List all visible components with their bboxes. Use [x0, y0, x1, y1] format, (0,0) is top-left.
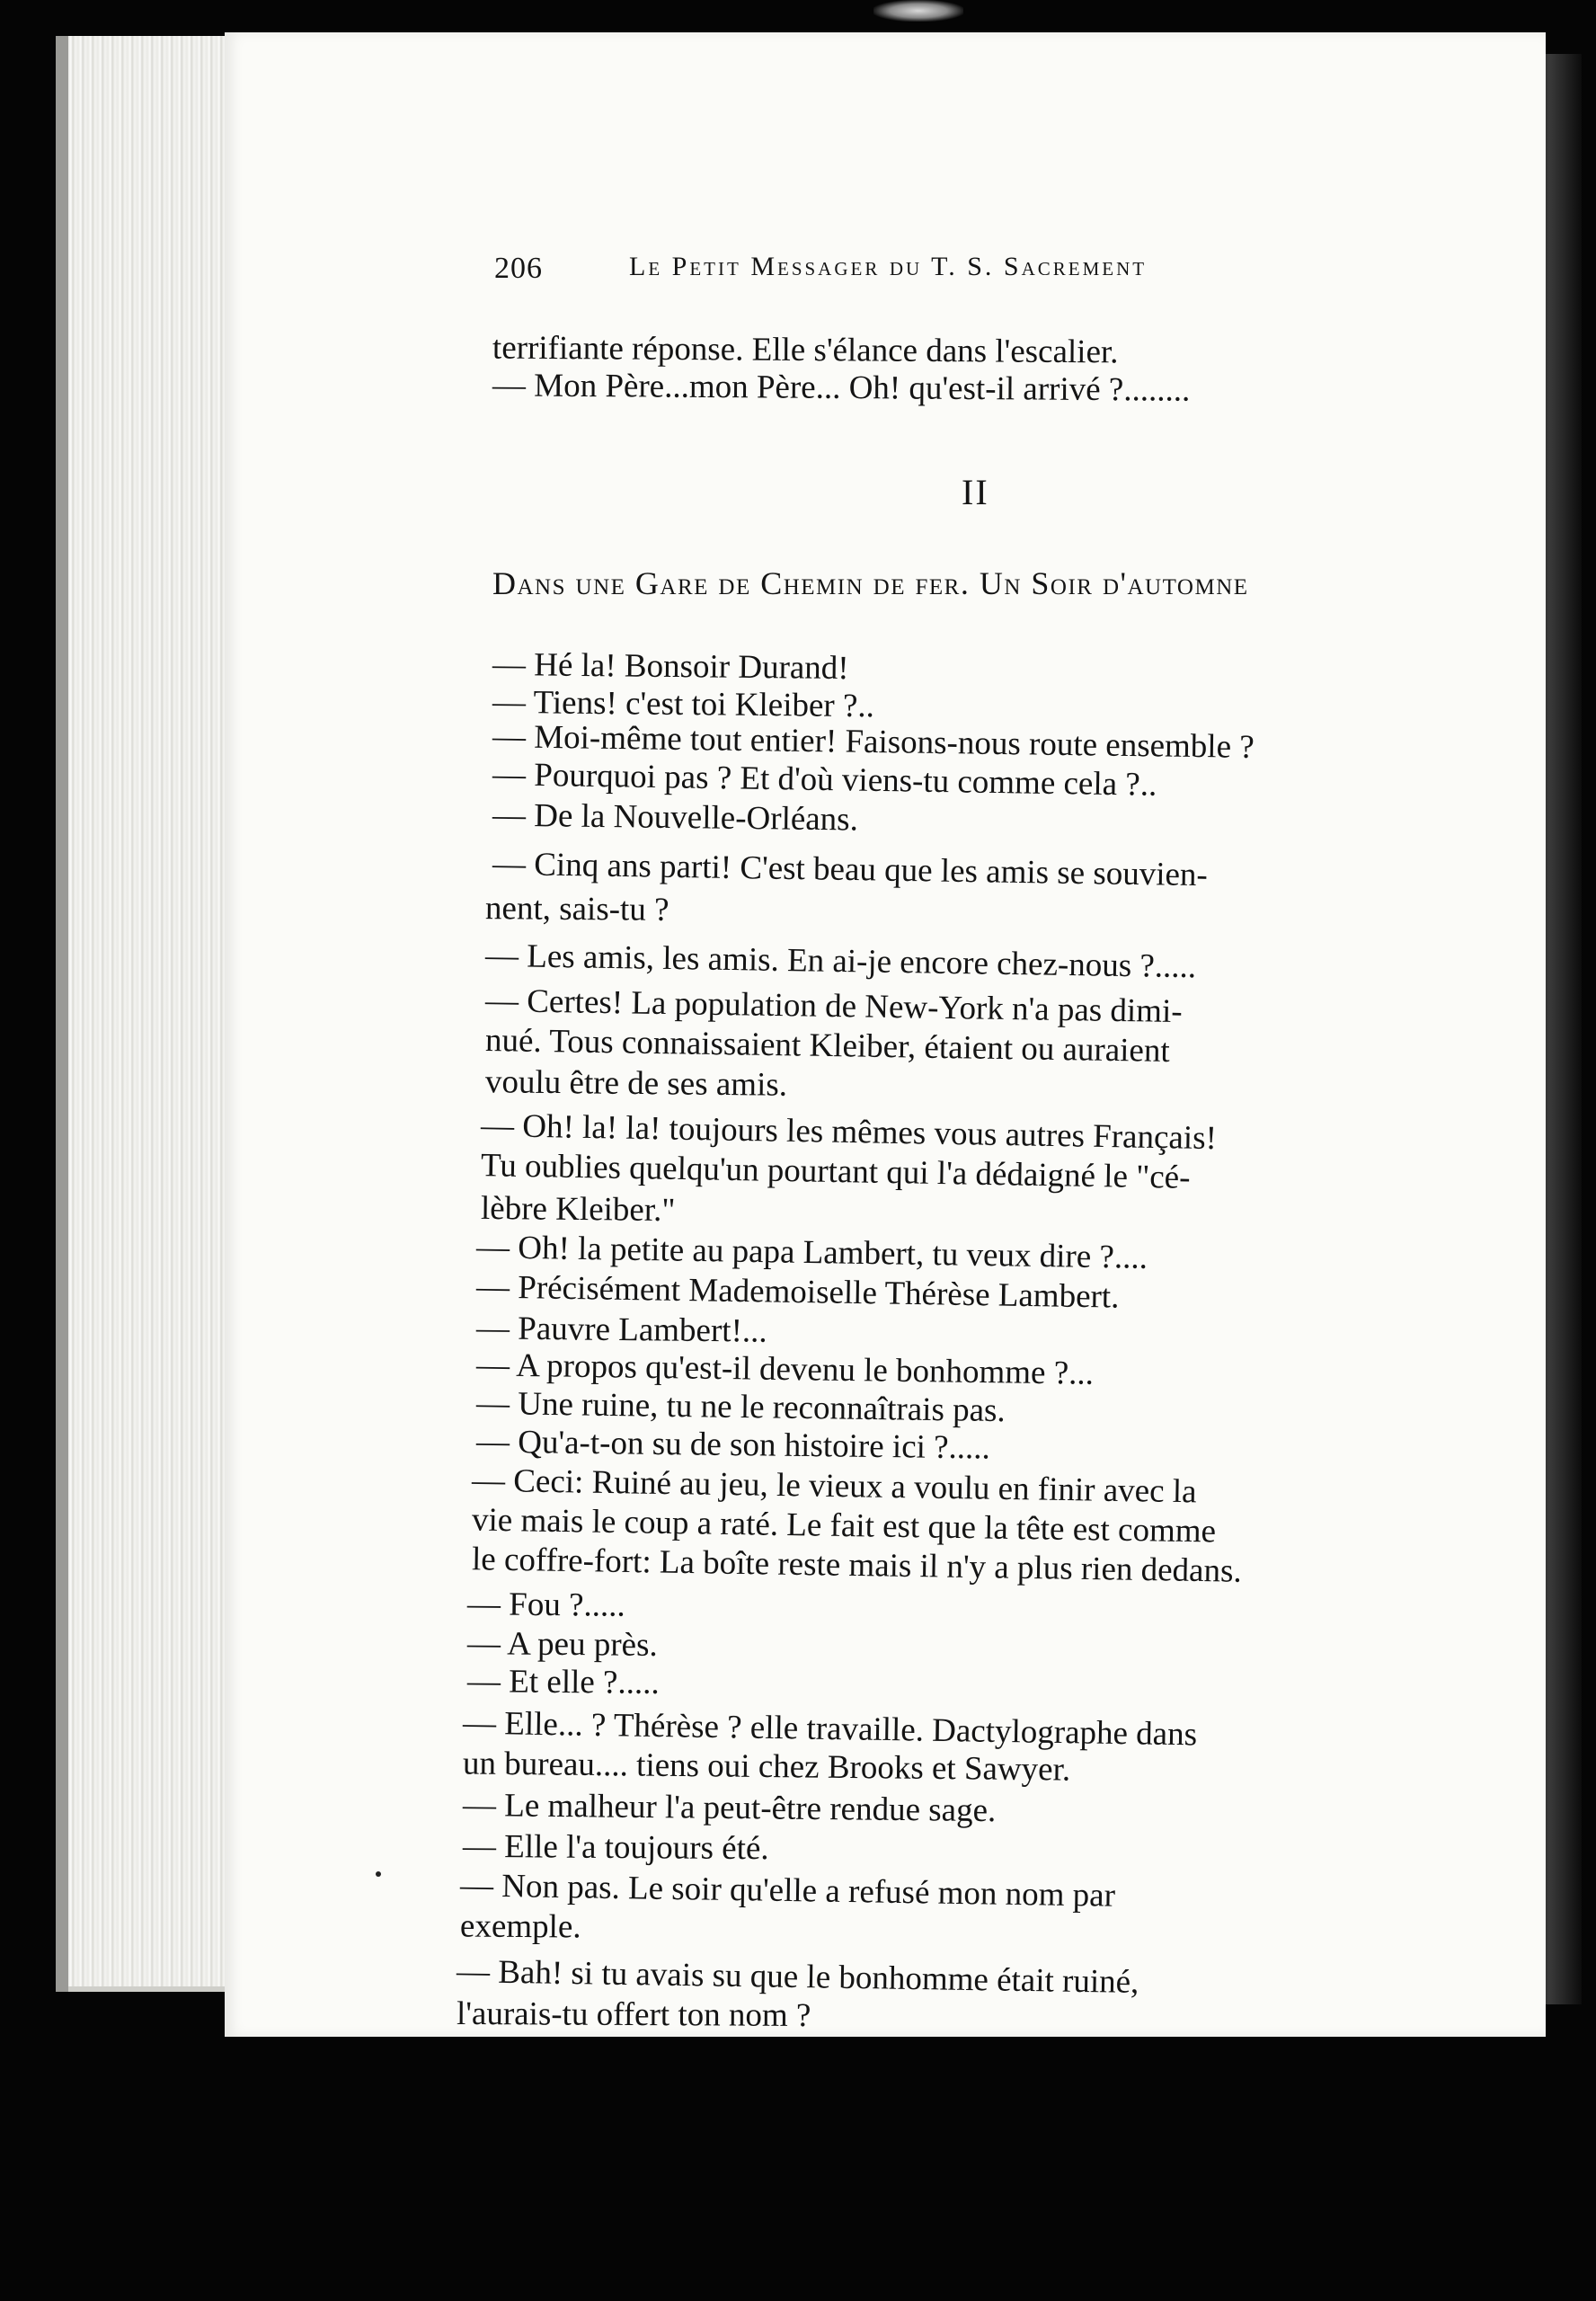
text-line: un bureau.... tiens oui chez Brooks et Sawyer.	[462, 1745, 1071, 1789]
running-header	[494, 252, 1308, 297]
text-line: lèbre Kleiber."	[480, 1189, 676, 1230]
text-line: Tu oublies quelqu'un pourtant qui l'a dédaigné le "cé-	[480, 1147, 1191, 1196]
text-line: — Oh! la petite au papa Lambert, tu veux dire ?....	[475, 1229, 1148, 1276]
text-line: voulu être de ses amis.	[484, 1063, 788, 1104]
text-line: — Oh! la! la! toujours les mêmes vous autres Français!	[480, 1106, 1218, 1158]
text-line: nent, sais-tu ?	[484, 890, 669, 928]
text-line: — Et elle ?.....	[466, 1663, 660, 1701]
scan-speck	[873, 0, 963, 22]
text-line: — Moi-même tout entier! Faisons-nous route ensemble ?	[492, 718, 1255, 766]
text-line: — Les amis, les amis. En ai-je encore chez-nous ?.....	[484, 937, 1197, 986]
text-line: — Qu'a-t-on su de son histoire ici ?.....	[475, 1423, 991, 1467]
section-heading: Dans une Gare de Chemin de fer. Un Soir d'automne	[492, 565, 1249, 601]
section-numeral: II	[962, 472, 989, 512]
text-line: — Non pas. Le soir qu'elle a refusé mon nom par	[459, 1867, 1116, 1915]
text-line: — Fou ?.....	[466, 1586, 625, 1624]
text-line: — Pourquoi pas ? Et d'où viens-tu comme cela ?..	[492, 756, 1157, 804]
text-line: terrifiante réponse. Elle s'élance dans l'escalier.	[492, 329, 1119, 371]
text-line: vie mais le coup a raté. Le fait est que la tête est comme	[471, 1501, 1217, 1550]
page-number: 206	[494, 252, 543, 285]
text-line: — Précisément Mademoiselle Thérèse Lambert.	[475, 1268, 1120, 1316]
running-title: Le Petit Messager du T. S. Sacrement	[629, 252, 1148, 281]
text-line: le coffre-fort: La boîte reste mais il n'y a plus rien dedans.	[471, 1541, 1242, 1590]
text-line: — De la Nouvelle-Orléans.	[492, 796, 859, 839]
text-line: exemple.	[459, 1907, 581, 1946]
text-line: — Cinq ans parti! C'est beau que les amis se souvien-	[492, 845, 1209, 894]
text-line: — Ceci: Ruiné au jeu, le vieux a voulu en finir avec la	[471, 1461, 1197, 1511]
text-line: — Le malheur l'a peut-être rendue sage.	[462, 1786, 997, 1830]
text-line: — Bah! si tu avais su que le bonhomme était ruiné,	[456, 1953, 1139, 2001]
text-line: — A peu près.	[466, 1625, 658, 1664]
text-line: l'aurais-tu offert ton nom ?	[456, 1994, 811, 2035]
text-line: — Une ruine, tu ne le reconnaîtrais pas.	[475, 1384, 1006, 1430]
text-line: — A propos qu'est-il devenu le bonhomme ?...	[475, 1346, 1095, 1392]
stacked-page-edges	[56, 36, 235, 1992]
text-line: — Tiens! c'est toi Kleiber ?..	[492, 683, 875, 725]
text-line: — Hé la! Bonsoir Durand!	[492, 645, 849, 688]
text-line: — Mon Père...mon Père... Oh! qu'est-il arrivé ?........	[492, 367, 1191, 409]
text-line: — Pauvre Lambert!...	[475, 1310, 767, 1350]
text-line: — Elle... ? Thérèse ? elle travaille. Dactylographe dans	[462, 1704, 1198, 1754]
ink-speck	[376, 1871, 381, 1877]
page-edges-shadow	[56, 36, 68, 1992]
text-line: — Elle l'a toujours été.	[462, 1827, 769, 1868]
text-line: nué. Tous connaissaient Kleiber, étaient ou auraient	[484, 1022, 1171, 1070]
text-line: — Certes! La population de New-York n'a pas dimi-	[484, 982, 1183, 1031]
